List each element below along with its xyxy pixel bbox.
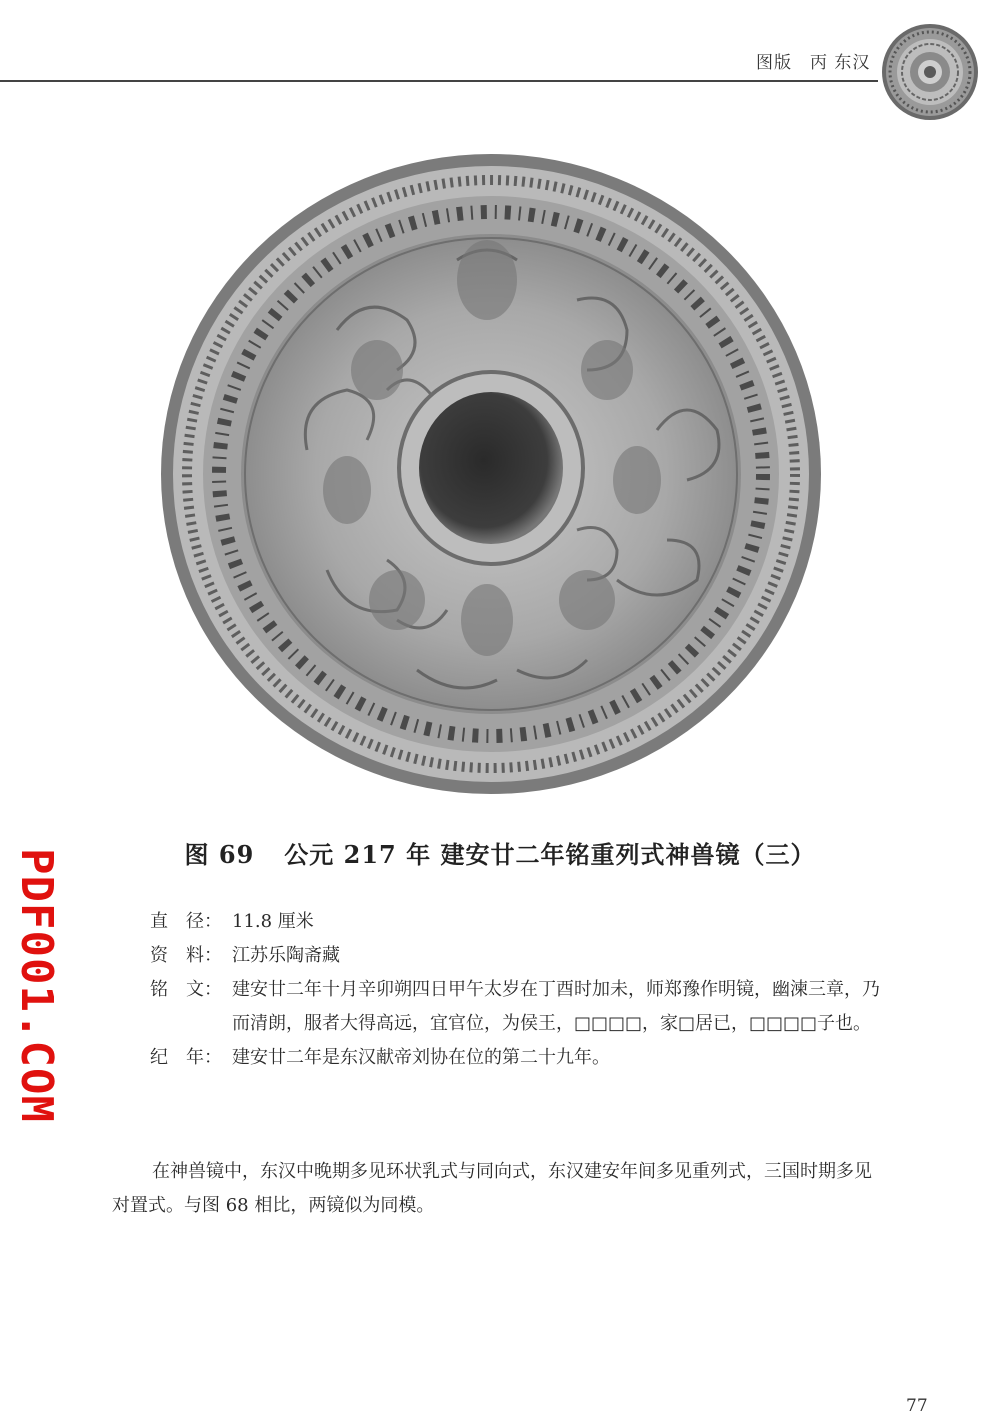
- spec-row-dating: [150, 1041, 880, 1075]
- figure-title: 公元 217 年 建安廿二年铭重列式神兽镜（三）: [284, 840, 816, 869]
- running-header: 图版 丙 东汉: [756, 53, 871, 73]
- spec-value: 建安廿二年十月辛卯朔四日甲午太岁在丁酉时加未，师郑豫作明镜，幽湅三章，乃而清朗，服者大得高远，宜官位，为侯王，□□□□，家□居已，□□□□子也。: [232, 979, 880, 1034]
- bronze-mirror-thumbnail-icon: [880, 22, 980, 122]
- figure-number: 图 69: [184, 840, 255, 869]
- spec-row-source: [150, 939, 880, 973]
- spec-row-diameter: [150, 905, 880, 939]
- spec-value: 11.8 厘米: [232, 911, 314, 932]
- spec-label: 直 径：: [150, 911, 222, 932]
- page-number: 77: [906, 1396, 928, 1416]
- spec-label: 资 料：: [150, 945, 222, 966]
- spec-label: 铭 文：: [150, 979, 222, 1000]
- figure-caption: [0, 835, 1000, 870]
- body-paragraph: 在神兽镜中，东汉中晚期多见环状乳式与同向式，东汉建安年间多见重列式，三国时期多见对置式。与图 68 相比，两镜似为同模。: [112, 1161, 872, 1216]
- spec-value: 建安廿二年是东汉献帝刘协在位的第二十九年。: [232, 1047, 610, 1068]
- spec-value: 江苏乐陶斋藏: [232, 945, 340, 966]
- bronze-mirror-photo: [157, 150, 825, 798]
- spec-row-inscription: [150, 973, 880, 1041]
- watermark-text: PDF001.COM: [10, 847, 62, 1123]
- spec-label: 纪 年：: [150, 1047, 222, 1068]
- specification-list: [150, 905, 880, 1075]
- header-divider: [0, 80, 878, 82]
- watermark: [10, 847, 62, 1123]
